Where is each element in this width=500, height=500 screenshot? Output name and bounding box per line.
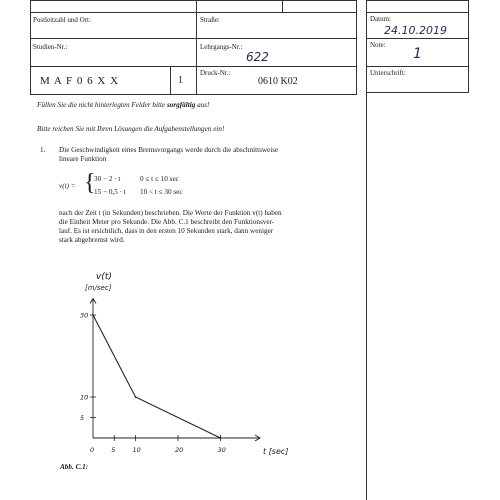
course-id-label: Lehrgangs-Nr.: [200,43,243,51]
course-code: M A F 0 6 X X [40,75,120,87]
print-label: Druck-Nr.: [200,69,231,77]
y-tick-label-30: 30 [80,311,89,320]
grade-label: Note: [370,41,386,49]
chart-axes [90,299,260,442]
function-case1-cond: 0 ≤ t ≤ 10 sec [140,175,179,183]
function-case2-expr: 15 − 0,5 · t [94,188,126,196]
chart-xlabel: t [sec] [263,447,289,456]
task-number: 1. [40,146,46,154]
x-tick-label-0: 0 [90,446,95,454]
code-number: 1 [178,75,183,86]
x-tick-label-30: 30 [217,446,226,454]
x-tick-label-20: 20 [175,446,184,454]
chart-yunit: [m/sec] [85,284,112,292]
signature-label: Unterschrift: [370,69,406,77]
figure-caption: Abb. C.1: [60,463,89,471]
data-point-0-2 [220,437,222,439]
student-id-label: Studien-Nr.: [33,43,68,51]
function-name: v(t) = [59,182,76,190]
x-tick-label-10: 10 [132,446,141,454]
y-tick-label-5: 5 [80,414,85,422]
x-tick-label-5: 5 [111,446,116,454]
chart-series [92,314,221,439]
print-value: 0610 K02 [258,76,298,87]
instruction-fill-suffix: aus! [195,101,210,109]
task-intro-line2: lineare Funktion [59,155,107,163]
task-text-line2: die Einheit Meter pro Sekunde. Die Abb. C.1 beschreibt den Funktionsver- [59,218,275,226]
function-case1-expr: 30 − 2 · t [94,175,121,183]
function-case2-cond: 10 < t ≤ 30 sec [140,188,183,196]
date-label: Datum: [370,15,391,23]
course-id-value: 622 [246,50,269,64]
chart-ylabel: v(t) [96,272,112,282]
grade-value: 1 [413,46,422,62]
function-brace: { [84,170,96,196]
y-tick-label-10: 10 [80,393,89,402]
task-text-line3: lauf. Es ist ersichtlich, dass in den ersten 10 Sekunden stark, dann weniger [59,227,274,235]
instruction-fill-prefix: Füllen Sie die nicht hinterlegten Felder bitte [37,101,167,109]
instruction-fill-emphasis: sorgfältig [166,101,196,109]
task-text-line1: nach der Zeit t (in Sekunden) beschrieben. Die Werte der Funktion v(t) haben [59,209,282,217]
instruction-submit: Bitte reichen Sie mit Ihren Lösungen die Aufgabenstellungen ein! [37,125,225,133]
task-text-line4: stark abgebremst wird. [59,236,125,244]
series-line-0 [93,315,221,438]
data-point-0-0 [92,314,94,316]
task-intro-line1: Die Geschwindigkeit eines Bremsvorgangs werde durch die abschnittsweise [59,146,279,154]
street-label: Straße: [200,16,220,24]
date-value: 24.10.2019 [384,24,447,37]
postal-label: Postleitzahl und Ort: [33,16,91,24]
data-point-0-1 [135,396,137,398]
